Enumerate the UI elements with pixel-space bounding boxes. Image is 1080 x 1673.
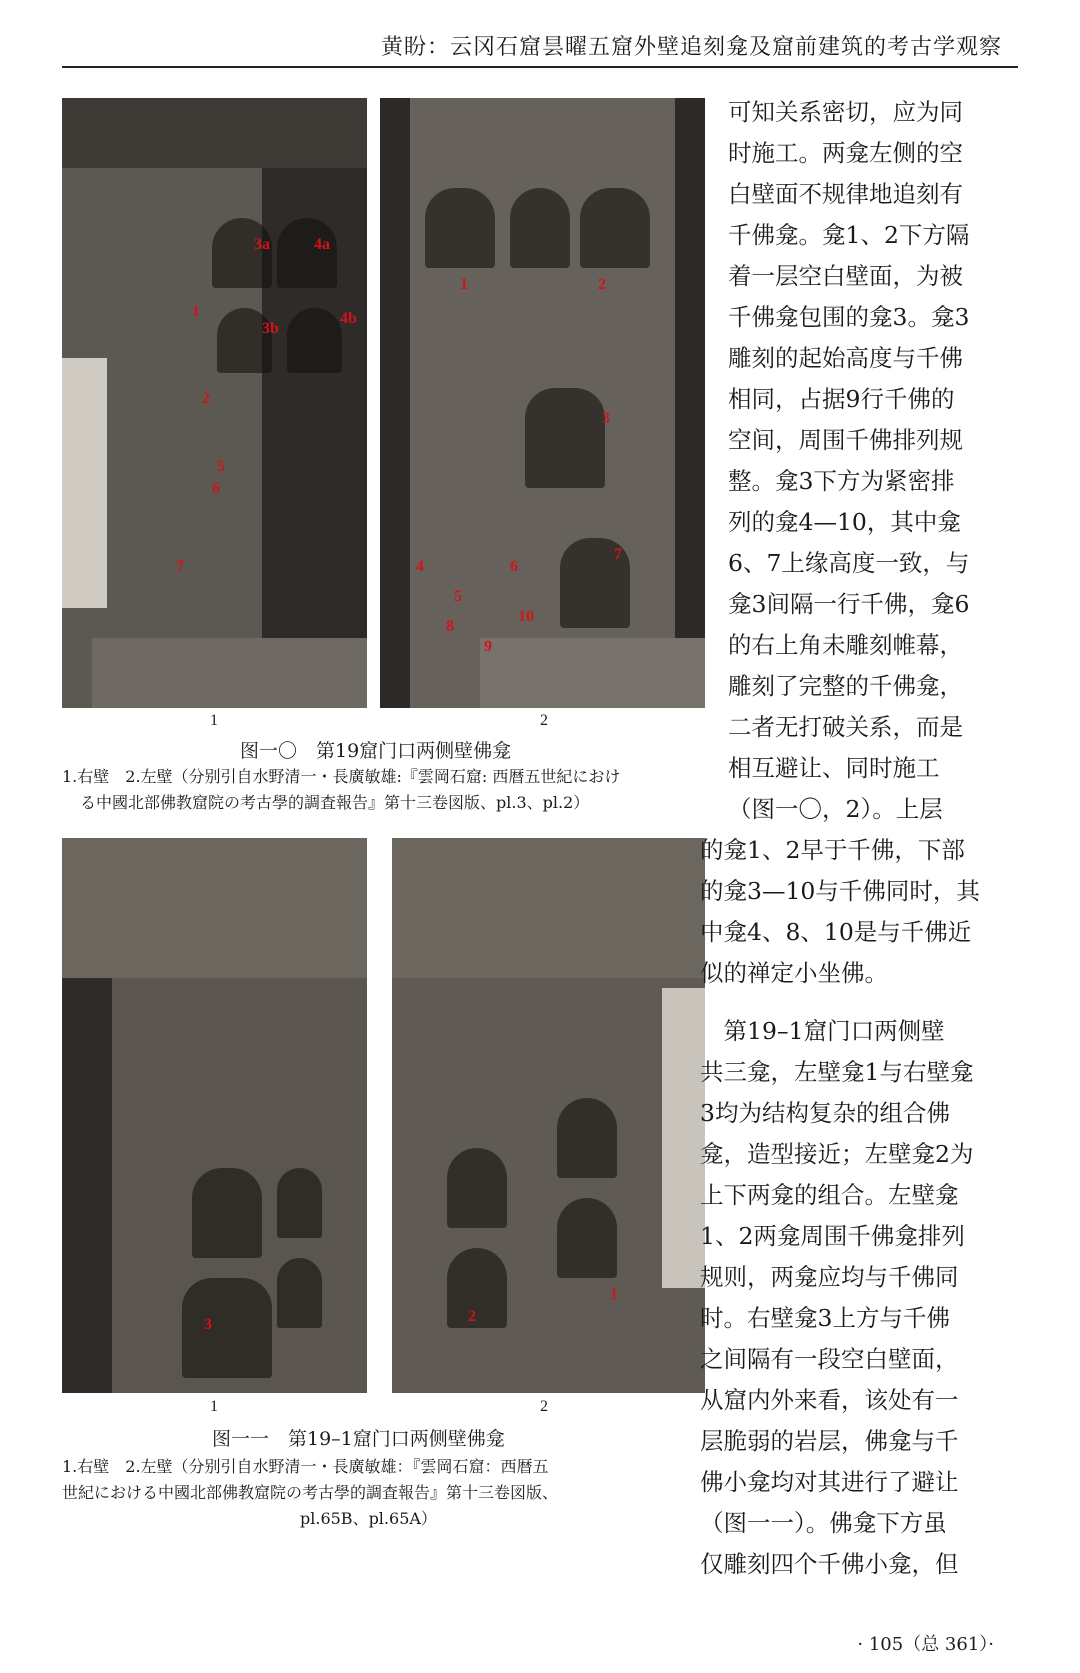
body-line: 共三龛，左壁龛1与右壁龛 (700, 1058, 974, 1086)
body-line: 的右上角未雕刻帷幕， (728, 631, 963, 659)
niche-label: 3 (602, 410, 610, 427)
niche-label: 2 (202, 390, 210, 407)
body-column-top (700, 92, 1018, 994)
fig11-caption-desc-3: pl.65B、pl.65A） (300, 1509, 437, 1528)
body-line: 1、2两龛周围千佛龛排列 (700, 1222, 965, 1250)
niche-label: 3b (262, 320, 279, 337)
body-line: 整。龛3下方为紧密排 (728, 467, 955, 495)
fig10-panel-number-1: 1 (210, 712, 218, 729)
rock-shadow (380, 98, 410, 708)
body-line: （图一〇，2）。上层 (728, 795, 943, 823)
body-line: 时施工。两龛左侧的空 (728, 139, 963, 167)
niche-label: 10 (518, 608, 534, 625)
fig11-caption-desc-2: 世紀における中國北部佛教窟院の考古學的調査報告』第十三卷図版、 (62, 1483, 559, 1502)
niche (277, 1258, 322, 1328)
rock-overhang (62, 98, 367, 168)
body-line: 从窟内外来看，该处有一 (700, 1386, 959, 1414)
niche-label: 1 (610, 1286, 618, 1303)
body-line: 6、7上缘高度一致，与 (728, 549, 970, 577)
niche (510, 188, 570, 268)
body-line: 规则，两龛应均与千佛同 (700, 1263, 959, 1291)
niche (287, 308, 342, 373)
niche (182, 1278, 272, 1378)
fig11-photo-right-wall (62, 838, 367, 1393)
fig10-panel-number-2: 2 (540, 712, 548, 729)
rock-shadow (62, 978, 112, 1393)
niche (425, 188, 495, 268)
fig11-caption-desc-1: 1.右壁 2.左壁（分别引自水野清一・長廣敏雄：『雲岡石窟：西暦五 (62, 1457, 549, 1476)
body-line: 千佛龛包围的龛3。龛3 (728, 303, 970, 331)
body-line: 中龛4、8、10是与千佛近 (700, 918, 972, 946)
niche-label: 5 (217, 458, 225, 475)
body-column-bottom (700, 1011, 1018, 1585)
niche (447, 1148, 507, 1228)
niche (557, 1198, 617, 1278)
body-line: 似的禅定小坐佛。 (700, 959, 888, 987)
niche-label: 1 (460, 276, 468, 293)
body-line: 雕刻了完整的千佛龛， (728, 672, 963, 700)
niche-label: 2 (468, 1308, 476, 1325)
body-line: （图一一）。佛龛下方虽 (700, 1509, 947, 1537)
rock-overhang (392, 838, 705, 978)
body-line: 二者无打破关系，而是 (728, 713, 963, 741)
page-folio: · 105（总 361）· (857, 1634, 994, 1655)
body-line: 之间隔有一段空白壁面， (700, 1345, 959, 1373)
body-line: 列的龛4—10，其中龛 (728, 508, 961, 536)
niche-label: 1 (192, 303, 200, 320)
fig10-caption-desc-1: 1.右壁 2.左壁（分别引自水野清一・長廣敏雄:『雲岡石窟: 西暦五世紀におけ (62, 767, 621, 786)
body-line: 千佛龛。龛1、2下方隔 (728, 221, 970, 249)
body-line: 的龛3—10与千佛同时，其 (700, 877, 980, 905)
fig11-panel-number-2: 2 (540, 1398, 548, 1415)
body-line: 佛小龛均对其进行了避让 (700, 1468, 959, 1496)
fig10-caption-title: 图一〇 第19窟门口两侧壁佛龛 (240, 740, 512, 762)
niche-label: 5 (454, 588, 462, 605)
sky-gap (662, 988, 705, 1288)
body-line: 相互避让、同时施工 (728, 754, 940, 782)
sky-gap (62, 358, 107, 608)
rock-overhang (62, 838, 367, 978)
rock-shadow (675, 98, 705, 708)
niche-label: 9 (484, 638, 492, 655)
body-line: 第19–1窟门口两侧壁 (700, 1017, 945, 1045)
niche (525, 388, 605, 488)
header-rule (62, 66, 1018, 68)
niche-label: 4 (416, 558, 424, 575)
niche (580, 188, 650, 268)
fig10-photo-left-wall (380, 98, 705, 708)
niche (192, 1168, 262, 1258)
niche-label: 4b (340, 310, 357, 327)
niche (447, 1248, 507, 1328)
body-line: 上下两龛的组合。左壁龛 (700, 1181, 959, 1209)
running-title: 黄盼：云冈石窟昙曜五窟外壁追刻龛及窟前建筑的考古学观察 (380, 35, 1002, 60)
body-line: 仅雕刻四个千佛小龛，但 (700, 1550, 959, 1578)
body-line: 空间，周围千佛排列规 (728, 426, 963, 454)
body-line: 白壁面不规律地追刻有 (728, 180, 963, 208)
fig11-panel-number-1: 1 (210, 1398, 218, 1415)
body-line: 相同，占据9行千佛的 (728, 385, 955, 413)
rubble (480, 638, 705, 708)
niche-label: 6 (212, 480, 220, 497)
body-line: 的龛1、2早于千佛，下部 (700, 836, 965, 864)
rubble (92, 638, 367, 708)
body-line: 层脆弱的岩层，佛龛与千 (700, 1427, 959, 1455)
body-line: 可知关系密切，应为同 (728, 98, 963, 126)
fig10-caption-desc-2: る中國北部佛教窟院の考古學的調査報告』第十三卷図版、pl.3、pl.2） (80, 793, 590, 812)
niche (557, 1098, 617, 1178)
niche-label: 3 (204, 1316, 212, 1333)
niche-label: 8 (446, 618, 454, 635)
niche-label: 7 (176, 558, 184, 575)
niche (217, 308, 272, 373)
body-line: 龛3间隔一行千佛，龛6 (728, 590, 970, 618)
niche-label: 3a (254, 236, 270, 253)
niche-label: 6 (510, 558, 518, 575)
body-line: 雕刻的起始高度与千佛 (728, 344, 963, 372)
body-line: 3均为结构复杂的组合佛 (700, 1099, 950, 1127)
running-header (0, 0, 1080, 78)
niche (277, 1168, 322, 1238)
fig11-photo-left-wall (392, 838, 705, 1393)
fig10-photo-right-wall (62, 98, 367, 708)
niche-label: 4a (314, 236, 330, 253)
niche-label: 7 (614, 546, 622, 563)
niche-label: 2 (598, 276, 606, 293)
body-line: 龛，造型接近；左壁龛2为 (700, 1140, 974, 1168)
body-line: 着一层空白壁面，为被 (728, 262, 963, 290)
body-line: 时。右壁龛3上方与千佛 (700, 1304, 950, 1332)
fig11-caption-title: 图一一 第19–1窟门口两侧壁佛龛 (212, 1428, 505, 1450)
